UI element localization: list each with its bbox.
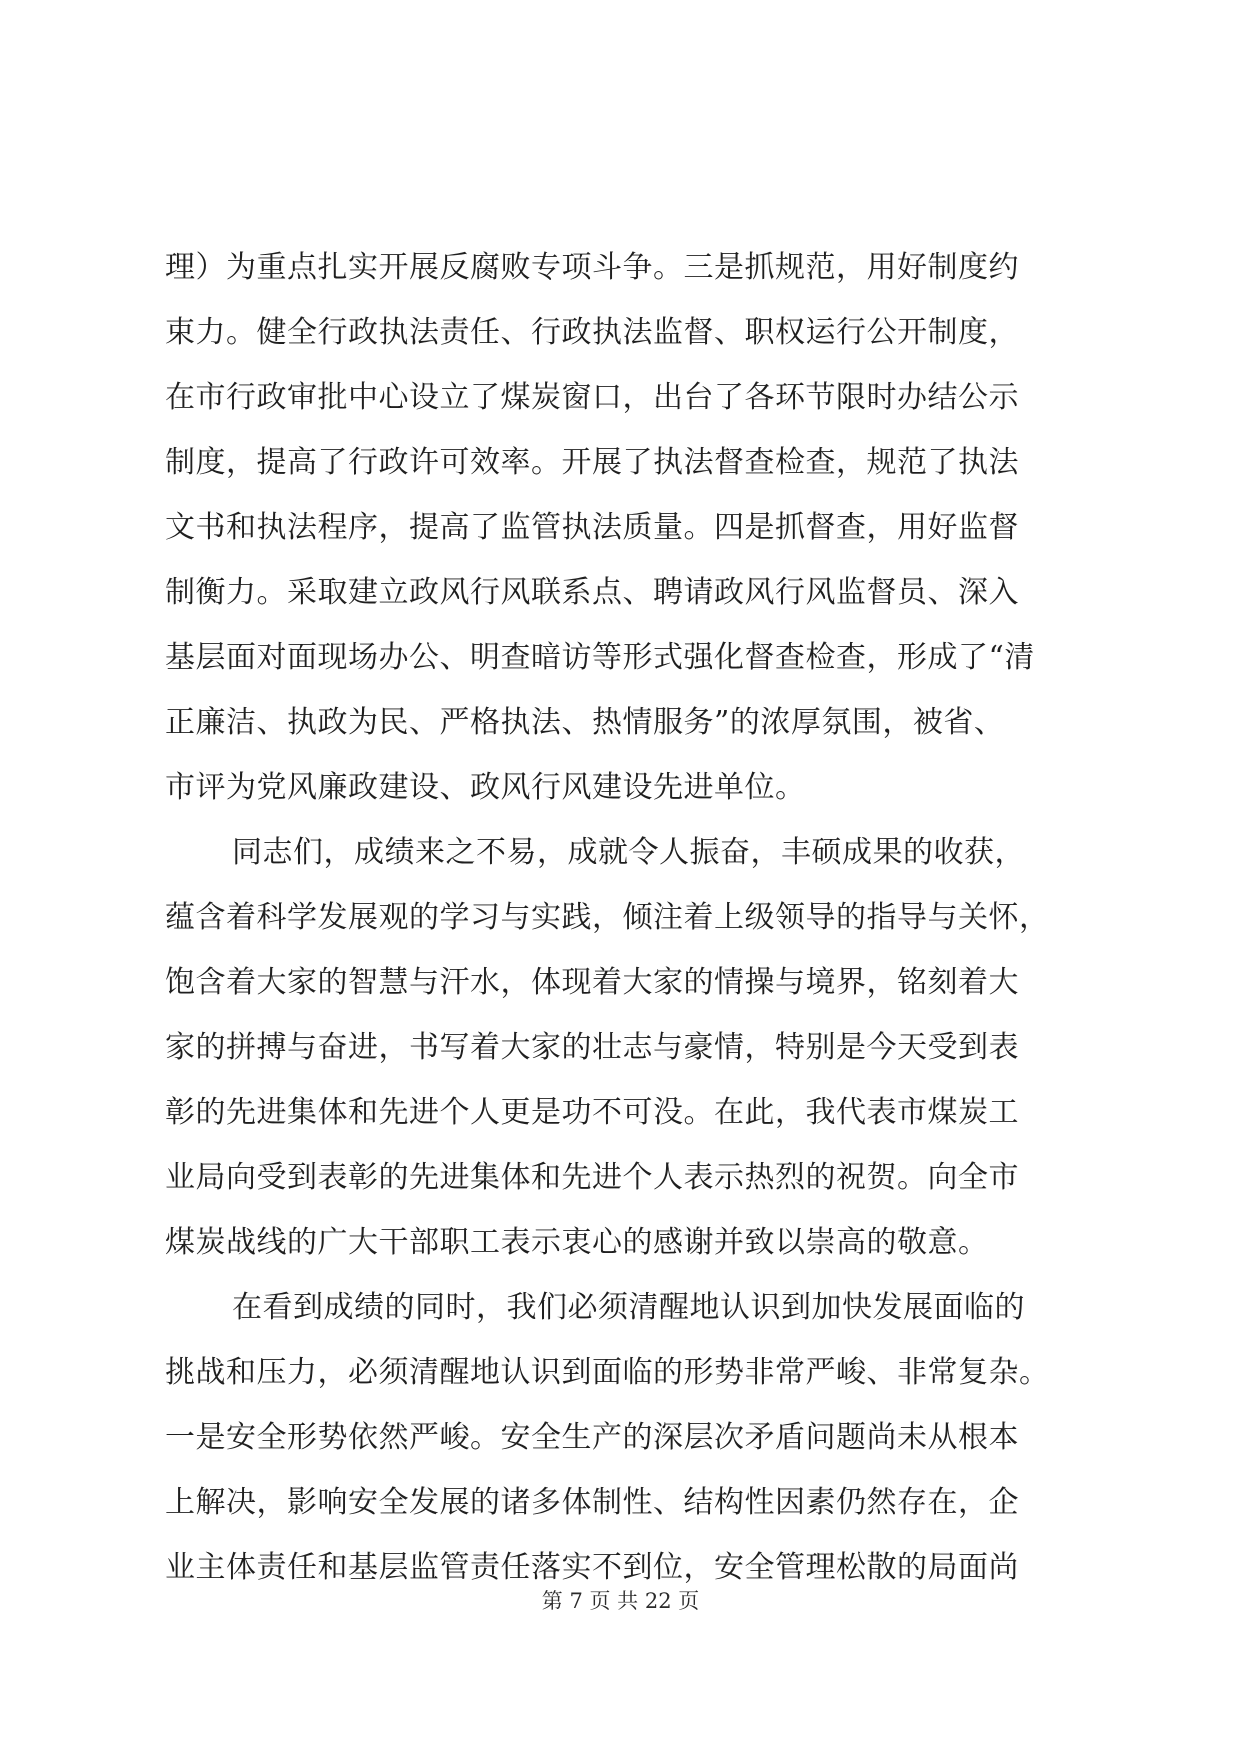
text-line-11: 蕴含着科学发展观的学习与实践，倾注着上级领导的指导与关怀， [165,900,1050,935]
text-line-1: 理）为重点扎实开展反腐败专项斗争。三是抓规范，用好制度约 [165,250,1019,285]
text-line-13: 家的拼搏与奋进，书写着大家的壮志与豪情，特别是今天受到表 [165,1030,1019,1065]
text-line-9: 市评为党风廉政建设、政风行风建设先进单位。 [165,770,806,805]
text-line-21: 业主体责任和基层监管责任落实不到位，安全管理松散的局面尚 [165,1550,1019,1585]
text-line-4: 制度，提高了行政许可效率。开展了执法督查检查，规范了执法 [165,445,1019,480]
text-line-20: 上解决，影响安全发展的诸多体制性、结构性因素仍然存在，企 [165,1485,1019,1520]
text-line-12: 饱含着大家的智慧与汗水，体现着大家的情操与境界，铭刻着大 [165,965,1019,1000]
text-line-16: 煤炭战线的广大干部职工表示衷心的感谢并致以崇高的敬意。 [165,1225,989,1260]
page-number-footer: 第 7 页 共 22 页 [541,1589,700,1613]
text-line-2: 束力。健全行政执法责任、行政执法监督、职权运行公开制度， [165,315,1019,350]
text-line-7: 基层面对面现场办公、明查暗访等形式强化督查检查，形成了“清 [165,640,1035,675]
text-line-6: 制衡力。采取建立政风行风联系点、聘请政风行风监督员、深入 [165,575,1019,610]
text-line-19: 一是安全形势依然严峻。安全生产的深层次矛盾问题尚未从根本 [165,1420,1019,1455]
text-line-5: 文书和执法程序，提高了监管执法质量。四是抓督查，用好监督 [165,510,1019,545]
text-line-15: 业局向受到表彰的先进集体和先进个人表示热烈的祝贺。向全市 [165,1160,1019,1195]
paragraph-start-line: 同志们，成绩来之不易，成就令人振奋，丰硕成果的收获， [232,835,1025,870]
paragraph-start-line: 在看到成绩的同时，我们必须清醒地认识到加快发展面临的 [232,1290,1025,1325]
text-line-18: 挑战和压力，必须清醒地认识到面临的形势非常严峻、非常复杂。 [165,1355,1050,1390]
body-text [165,235,1095,1600]
text-line-8: 正廉洁、执政为民、严格执法、热情服务”的浓厚氛围，被省、 [165,705,1005,740]
text-line-3: 在市行政审批中心设立了煤炭窗口，出台了各环节限时办结公示 [165,380,1019,415]
text-line-14: 彰的先进集体和先进个人更是功不可没。在此，我代表市煤炭工 [165,1095,1019,1130]
